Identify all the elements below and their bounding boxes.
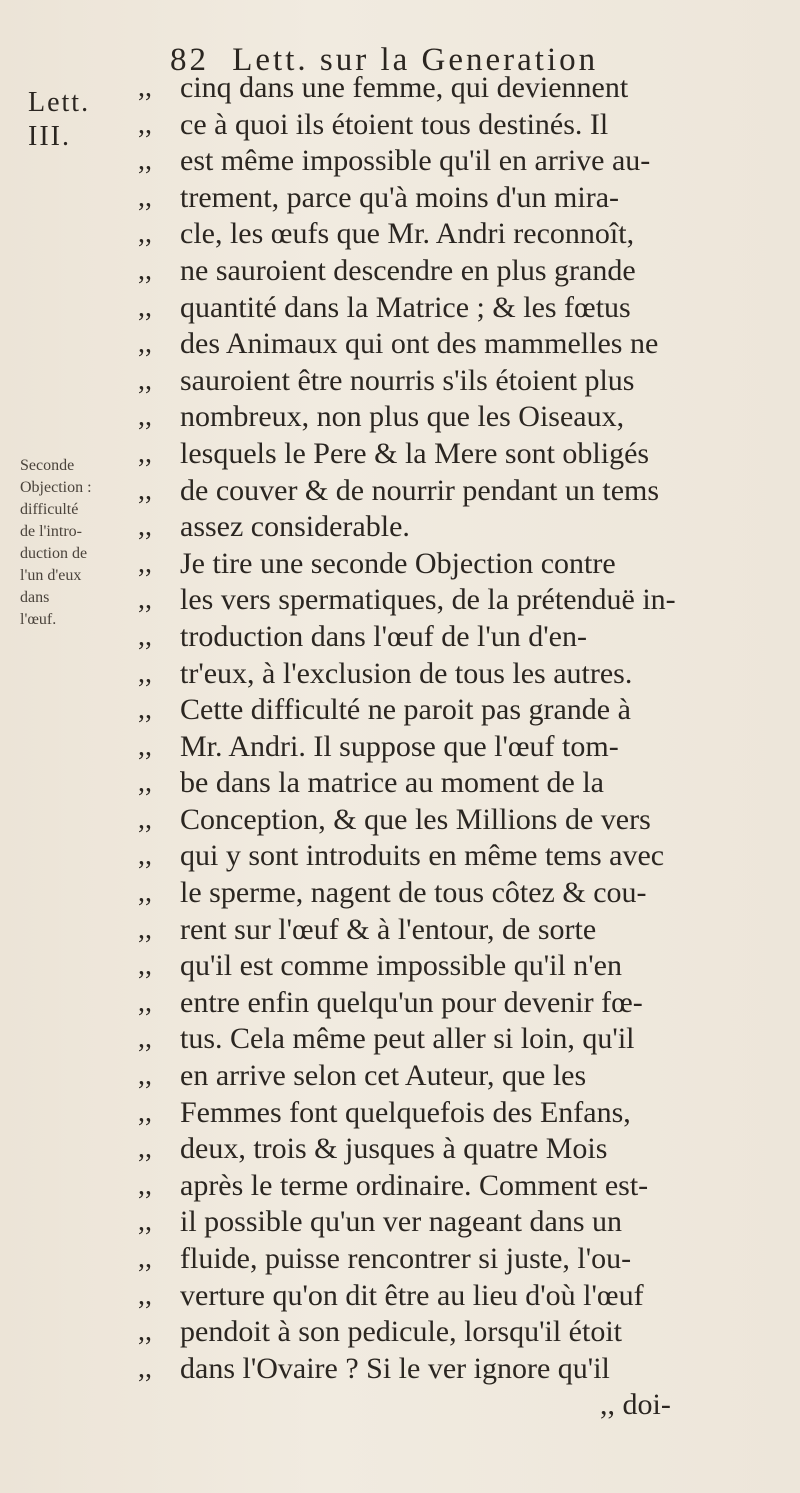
quote-mark: ,, — [138, 1133, 152, 1165]
text-line: cinq dans une femme, qui deviennent — [180, 71, 629, 104]
letter-label: Lett. — [28, 87, 91, 118]
text-line: nombreux, non plus que les Oiseaux, — [180, 400, 625, 434]
quote-mark: ,, — [138, 803, 152, 835]
letter-reference — [28, 86, 90, 154]
margin-note-line: duction de — [20, 545, 88, 562]
margin-note-line: l'œuf. — [20, 611, 57, 628]
margin-note-line: de l'intro- — [20, 523, 82, 540]
text-line: les vers spermatiques, de la prétenduë in- — [180, 583, 676, 617]
text-line: lesquels le Pere & la Mere sont obligés — [180, 436, 650, 470]
text-line: fluide, puisse rencontrer si juste, l'ou- — [180, 1242, 632, 1275]
quote-mark: ,, — [138, 511, 152, 543]
text-line: Cette difficulté ne paroit pas grande à — [180, 693, 631, 727]
text-line: qui y sont introduits en même tems avec — [180, 839, 665, 873]
quote-mark: ,, — [138, 72, 152, 103]
quote-mark: ,, — [138, 657, 152, 689]
margin-note-line: Seconde — [20, 457, 75, 474]
text-line: ne sauroient descendre en plus grande — [180, 253, 636, 287]
body-text — [180, 70, 790, 1424]
quote-mark: ,, — [138, 1169, 152, 1201]
quote-mark: ,, — [138, 1060, 152, 1092]
quote-marks-column — [138, 70, 178, 1387]
text-line: il possible qu'un ver nageant dans un — [180, 1205, 622, 1239]
quote-mark: ,, — [138, 620, 152, 652]
margin-note — [20, 455, 130, 631]
quote-mark: ,, — [138, 108, 152, 140]
text-line: Mr. Andri. Il suppose que l'œuf tom- — [180, 729, 619, 763]
margin-note-line: Objection : — [20, 479, 92, 496]
margin-note-line: l'un d'eux — [20, 567, 82, 584]
quote-mark: ,, — [138, 291, 152, 323]
catchword: ,, doi- — [600, 1388, 671, 1422]
text-line: Conception, & que les Millions de vers — [180, 802, 651, 836]
quote-mark: ,, — [138, 254, 152, 286]
text-line: troduction dans l'œuf de l'un d'en- — [180, 619, 587, 653]
text-line: entre enfin quelqu'un pour devenir fœ- — [180, 985, 643, 1019]
text-line: Je tire une seconde Objection contre — [180, 546, 616, 580]
text-line: des Animaux qui ont des mammelles ne — [180, 327, 659, 361]
quote-mark: ,, — [138, 437, 152, 469]
margin-note-line: dans — [20, 589, 50, 606]
text-line: trement, parce qu'à moins d'un mira- — [180, 180, 619, 214]
text-line: verture qu'on dit être au lieu d'où l'œuf — [180, 1278, 644, 1312]
quote-mark: ,, — [138, 547, 152, 579]
text-line: dans l'Ovaire ? Si le ver ignore qu'il — [180, 1351, 610, 1385]
text-line: tr'eux, à l'exclusion de tous les autres. — [180, 656, 633, 690]
text-line: deux, trois & jusques à quatre Mois — [180, 1132, 608, 1166]
text-line: le sperme, nagent de tous côtez & cou- — [180, 876, 647, 910]
quote-mark: ,, — [138, 401, 152, 433]
quote-mark: ,, — [138, 950, 152, 982]
running-title: Lett. sur la Generation — [232, 42, 599, 78]
margin-note-line: difficulté — [20, 501, 79, 518]
quote-mark: ,, — [138, 145, 152, 177]
text-line: sauroient être nourris s'ils étoient plus — [180, 363, 635, 397]
text-line: après le terme ordinaire. Comment est- — [180, 1168, 649, 1202]
text-line: cle, les œufs que Mr. Andri reconnoît, — [180, 217, 635, 251]
quote-mark: ,, — [138, 730, 152, 762]
text-line: ce à quoi ils étoient tous destinés. Il — [180, 107, 609, 141]
text-line: en arrive selon cet Auteur, que les — [180, 1059, 587, 1093]
quote-mark: ,, — [138, 584, 152, 616]
text-line: de couver & de nourrir pendant un tems — [180, 473, 660, 507]
quote-mark: ,, — [138, 328, 152, 360]
quote-mark: ,, — [138, 474, 152, 506]
text-line: tus. Cela même peut aller si loin, qu'il — [180, 1022, 635, 1056]
quote-mark: ,, — [138, 1279, 152, 1311]
quote-mark: ,, — [138, 1316, 152, 1348]
letter-number: III. — [28, 121, 71, 152]
quote-mark: ,, — [138, 694, 152, 726]
text-line: Femmes font quelquefois des Enfans, — [180, 1095, 631, 1129]
quote-mark: ,, — [138, 986, 152, 1018]
quote-mark: ,, — [138, 840, 152, 872]
quote-mark: ,, — [138, 1206, 152, 1238]
quote-mark: ,, — [138, 1352, 152, 1384]
quote-mark: ,, — [138, 218, 152, 250]
text-line: qu'il est comme impossible qu'il n'en — [180, 949, 623, 983]
quote-mark: ,, — [138, 913, 152, 945]
text-line: be dans la matrice au moment de la — [180, 766, 604, 800]
text-line: rent sur l'œuf & à l'entour, de sorte — [180, 912, 597, 946]
quote-mark: ,, — [138, 767, 152, 799]
page-number: 82 — [170, 42, 209, 78]
quote-mark: ,, — [138, 1096, 152, 1128]
quote-mark: ,, — [138, 877, 152, 909]
text-line: assez considerable. — [180, 510, 410, 544]
text-line: quantité dans la Matrice ; & les fœtus — [180, 290, 631, 324]
quote-mark: ,, — [138, 1243, 152, 1274]
text-line: est même impossible qu'il en arrive au- — [180, 144, 651, 178]
quote-mark: ,, — [138, 181, 152, 213]
text-line: pendoit à son pedicule, lorsqu'il étoit — [180, 1315, 622, 1349]
quote-mark: ,, — [138, 364, 152, 396]
quote-mark: ,, — [138, 1023, 152, 1055]
